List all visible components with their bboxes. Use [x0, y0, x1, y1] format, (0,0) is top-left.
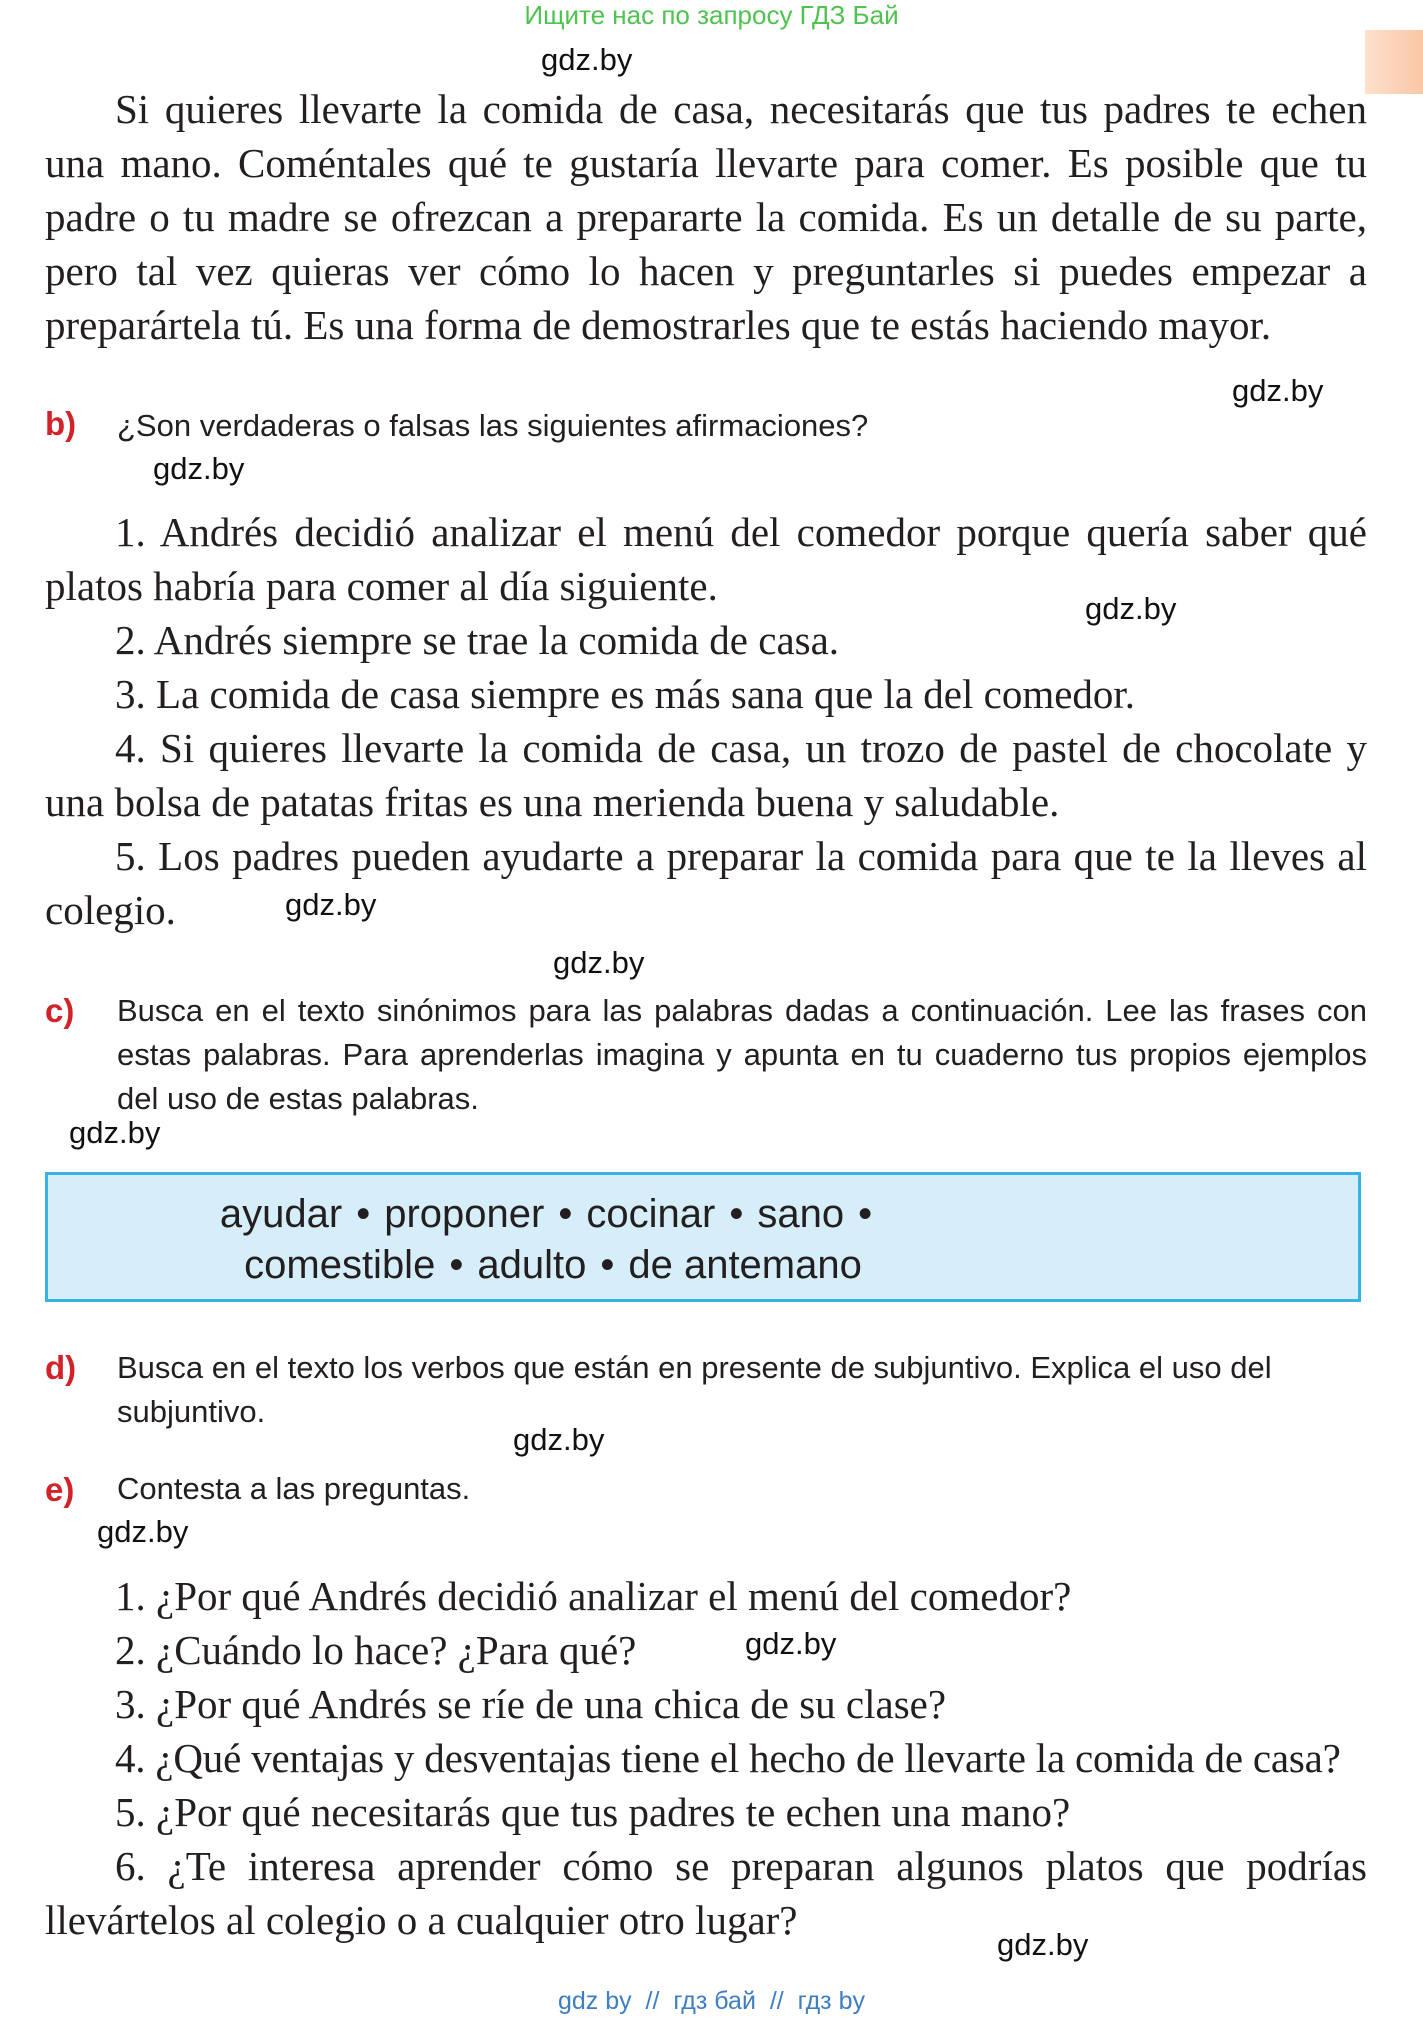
task-b-statements [45, 505, 1367, 937]
vocabulary-box [45, 1172, 1361, 1302]
bullet: • [600, 1243, 615, 1287]
word-de-antemano: de antemano [628, 1243, 862, 1287]
watermark: gdz.by [153, 451, 245, 486]
vocabulary-line-2 [48, 1243, 1058, 1288]
bullet: • [449, 1243, 464, 1287]
word-sano: sano [757, 1192, 845, 1236]
watermark: gdz.by [541, 42, 633, 77]
statement-1: 1. Andrés decidió analizar el menú del comedor porque quería saber qué platos habría para comer al día siguiente. [45, 509, 1367, 609]
word-ayudar: ayudar [219, 1192, 343, 1236]
intro-paragraph: Si quieres llevarte la comida de casa, necesitarás que tus padres te echen una mano. Coméntales qué te gustaría llevarte para comer. Es posible que tu padre o tu madre se ofrezcan a prepararte la comida. Es un detalle de su parte, pero tal vez quieras ver cómo lo hacen y preguntarles si puedes empezar a preparártela tú. Es una forma de demostrarles que te estás haciendo mayor. [45, 86, 1367, 348]
task-c-letter: c) [45, 992, 75, 1029]
bullet: • [356, 1192, 371, 1236]
watermark: gdz.by [513, 1422, 605, 1457]
question-4: 4. ¿Qué ventajas y desventajas tiene el hecho de llevarte la comida de casa? [115, 1735, 1341, 1781]
question-6: 6. ¿Te interesa aprender cómo se preparan algunos platos que podrías llevártelos al colegio o a cualquier otro lugar? [45, 1843, 1367, 1943]
watermark: gdz.by [1085, 591, 1177, 626]
bullet: • [858, 1192, 873, 1236]
task-b-instruction: ¿Son verdaderas o falsas las siguientes afirmaciones? [117, 408, 869, 443]
search-hint: Ищите нас по запросу ГДЗ Бай [524, 0, 899, 30]
task-b-letter: b) [45, 405, 77, 442]
statement-2: 2. Andrés siempre se trae la comida de casa. [115, 617, 840, 663]
task-d-instruction: Busca en el texto los verbos que están en presente de subjuntivo. Explica el uso del subjuntivo. [117, 1350, 1272, 1429]
word-cocinar: cocinar [586, 1192, 716, 1236]
statement-5: 5. Los padres pueden ayudarte a preparar la comida para que te la lleves al colegio. [45, 833, 1367, 933]
word-proponer: proponer [384, 1192, 545, 1236]
watermark: gdz.by [745, 1626, 837, 1661]
watermark: gdz.by [553, 945, 645, 980]
question-5: 5. ¿Por qué necesitarás que tus padres te echen una mano? [115, 1789, 1071, 1835]
watermark: gdz.by [997, 1927, 1089, 1962]
statement-4: 4. Si quieres llevarte la comida de casa, un trozo de pastel de chocolate y una bolsa de patatas fritas es una merienda buena y saludable. [45, 725, 1367, 825]
page-corner-tab [1365, 30, 1423, 94]
vocabulary-line-1 [48, 1192, 1058, 1237]
bullet: • [729, 1192, 744, 1236]
watermark: gdz.by [69, 1115, 161, 1150]
task-d-letter: d) [45, 1349, 77, 1386]
question-2: 2. ¿Cuándo lo hace? ¿Para qué? [115, 1627, 637, 1673]
word-adulto: adulto [477, 1243, 587, 1287]
question-3: 3. ¿Por qué Andrés se ríe de una chica de su clase? [115, 1681, 947, 1727]
question-1: 1. ¿Por qué Andrés decidió analizar el menú del comedor? [115, 1573, 1072, 1619]
watermark: gdz.by [285, 887, 377, 922]
footer-links: gdz by // гдз бай // гдз by [557, 1987, 865, 2015]
task-e-letter: e) [45, 1471, 75, 1508]
task-c-instruction: Busca en el texto sinónimos para las palabras dadas a continuación. Lee las frases con estas palabras. Para aprenderlas imagina y apunta en tu cuaderno tus propios ejemplos del uso de estas palabras. [117, 993, 1367, 1116]
word-comestible: comestible [244, 1243, 436, 1287]
task-e-instruction: Contesta a las preguntas. [117, 1471, 471, 1506]
bullet: • [558, 1192, 573, 1236]
watermark: gdz.by [1232, 373, 1324, 408]
statement-3: 3. La comida de casa siempre es más sana que la del comedor. [115, 671, 1136, 717]
task-e-questions [45, 1569, 1367, 1947]
watermark: gdz.by [97, 1514, 189, 1549]
